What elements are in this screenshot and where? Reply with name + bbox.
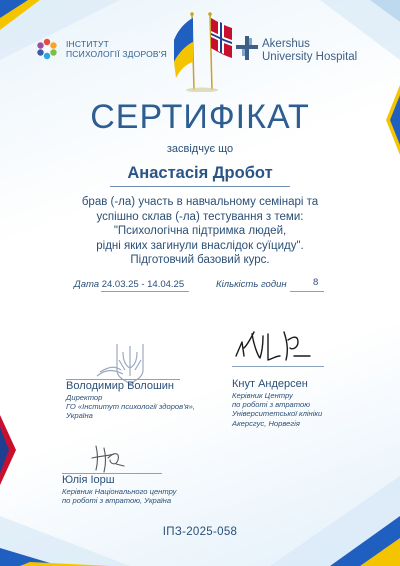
institute-logo (34, 36, 184, 64)
body-line: брав (-ла) участь в навчальному семінарі та (81, 196, 319, 208)
date-value: 24.03.25 - 14.04.25 (101, 279, 185, 290)
body-line: успішно склав (-ла) тестування з теми: (96, 210, 304, 223)
signer-2-role: Керівник Центру по роботі з втратою Університетської клініки Акерсгус, Норвегія (232, 391, 323, 428)
body-line: рідні яких загинули внаслідок суїциду". (96, 239, 304, 252)
certificate-title: СЕРТИФІКАТ (90, 98, 310, 136)
certificate-body (40, 195, 360, 268)
signer-1-name: Володимир Волошин (66, 380, 174, 392)
body-line: Підготовчий базовий курс. (130, 254, 270, 266)
date-field (74, 279, 184, 290)
bottom-right-corner-decoration (250, 476, 400, 566)
akershus-logo-icon (236, 36, 258, 60)
ukraine-norway-flags (170, 12, 240, 92)
recipient-name: Анастасія Дробот (127, 164, 273, 182)
institute-logo-icon (34, 36, 60, 62)
hours-value: 8 (313, 277, 319, 288)
recipient-underline (110, 186, 290, 187)
hours-underline (290, 291, 324, 292)
date-underline (101, 291, 189, 292)
left-edge-decoration (0, 415, 22, 485)
akershus-logo-text: Akershus University Hospital (262, 38, 358, 63)
signature-2-handwriting (232, 326, 316, 366)
signature-line-2 (232, 366, 324, 367)
certificate-code: ІПЗ-2025-058 (162, 526, 238, 538)
signer-3-name: Юлія Іорш (62, 474, 115, 486)
signer-3-role: Керівник Національного центру по роботі з втратою, Україна (62, 487, 177, 506)
hours-label: Кількість годин (216, 279, 287, 290)
signer-2-name: Кнут Андерсен (232, 378, 308, 390)
signature-3-handwriting (88, 440, 128, 474)
body-line: "Психологічна підтримка людей, (113, 225, 287, 237)
certificate-subtitle: засвідчує що (166, 143, 234, 155)
akershus-logo (236, 36, 366, 66)
signer-1-role: Директор ГО «Інститут психології здоров'я», Україна (66, 393, 195, 421)
date-label: Дата (74, 279, 100, 290)
institute-logo-text: ІНСТИТУТ ПСИХОЛОГІЇ ЗДОРОВ'Я (66, 39, 167, 59)
